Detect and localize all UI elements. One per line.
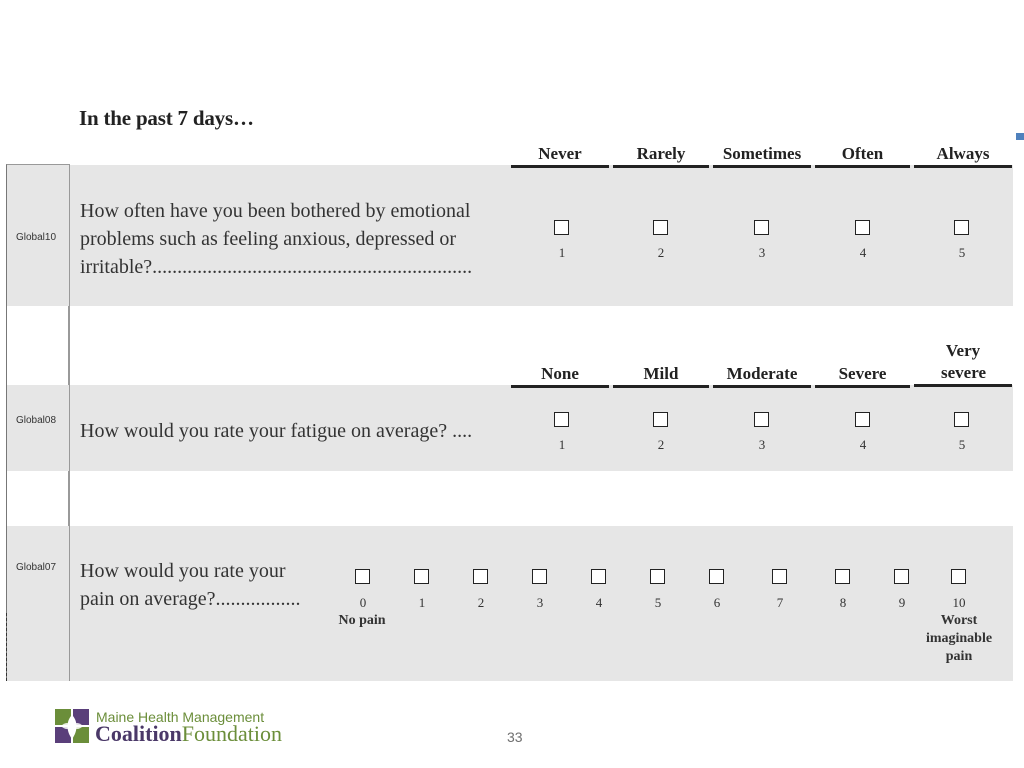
column-divider [69, 164, 70, 681]
q3-option-3-checkbox[interactable] [532, 569, 547, 584]
q3-option-8-number: 8 [839, 595, 847, 610]
q3-option-1-number: 1 [418, 595, 426, 610]
q2-option-5-checkbox[interactable] [954, 412, 969, 427]
q1-option-5-number: 5 [958, 245, 966, 260]
q3-option-4-number: 4 [595, 595, 603, 610]
page-number: 33 [507, 729, 523, 745]
q2-option-4-checkbox[interactable] [855, 412, 870, 427]
q1-option-2-number: 2 [657, 245, 665, 260]
q2-option-1-checkbox[interactable] [554, 412, 569, 427]
header-always: Always [914, 143, 1012, 168]
q3-option-1-checkbox[interactable] [414, 569, 429, 584]
question-global10-text: How often have you been bothered by emotional problems such as feeling anxious, depressed or irritable?................................................................ [80, 200, 473, 278]
slide-accent-mark [1016, 133, 1024, 140]
org-name-line2: CoalitionFoundation [95, 721, 283, 746]
q2-option-3-number: 3 [758, 437, 766, 452]
q3-option-3-number: 3 [536, 595, 544, 610]
question-global08-text: How would you rate your fatigue on average? .... [80, 420, 473, 442]
q2-option-1-number: 1 [558, 437, 566, 452]
q1-option-5-checkbox[interactable] [954, 220, 969, 235]
q1-option-3-number: 3 [758, 245, 766, 260]
header-moderate: Moderate [713, 363, 811, 388]
q1-option-3-checkbox[interactable] [754, 220, 769, 235]
q1-option-2-checkbox[interactable] [653, 220, 668, 235]
item-id-global10: Global10 [16, 232, 57, 243]
q3-option-7-checkbox[interactable] [772, 569, 787, 584]
header-severe: Severe [815, 363, 910, 388]
anchor-no-pain: No pain [338, 613, 386, 628]
q2-option-3-checkbox[interactable] [754, 412, 769, 427]
q3-option-0-checkbox[interactable] [355, 569, 370, 584]
q2-option-4-number: 4 [859, 437, 867, 452]
q3-option-10-checkbox[interactable] [951, 569, 966, 584]
q1-option-4-number: 4 [859, 245, 867, 260]
q1-option-4-checkbox[interactable] [855, 220, 870, 235]
q3-option-5-checkbox[interactable] [650, 569, 665, 584]
q3-option-4-checkbox[interactable] [591, 569, 606, 584]
q3-option-0-number: 0 [359, 595, 367, 610]
item-id-global08: Global08 [16, 415, 57, 426]
period-heading: In the past 7 days… [79, 106, 254, 130]
q3-option-9-checkbox[interactable] [894, 569, 909, 584]
question-global07-text: How would you rate your pain on average?................. [80, 560, 301, 610]
item-id-global07: Global07 [16, 562, 57, 573]
q3-option-6-number: 6 [713, 595, 721, 610]
q2-option-2-checkbox[interactable] [653, 412, 668, 427]
q3-option-10-number: 10 [952, 595, 966, 610]
header-rarely: Rarely [613, 143, 709, 168]
q3-option-2-checkbox[interactable] [473, 569, 488, 584]
anchor-worst-pain: Worst imaginable pain [925, 613, 993, 664]
header-never: Never [511, 143, 609, 168]
header-sometimes: Sometimes [713, 143, 811, 168]
q3-option-7-number: 7 [776, 595, 784, 610]
q3-option-5-number: 5 [654, 595, 662, 610]
header-very-severe: Very severe [914, 340, 1012, 387]
q2-option-2-number: 2 [657, 437, 665, 452]
q2-option-5-number: 5 [958, 437, 966, 452]
q3-option-6-checkbox[interactable] [709, 569, 724, 584]
q3-option-8-checkbox[interactable] [835, 569, 850, 584]
header-none: None [511, 363, 609, 388]
header-often: Often [815, 143, 910, 168]
coalition-logo-icon [55, 709, 89, 743]
q3-option-2-number: 2 [477, 595, 485, 610]
header-mild: Mild [613, 363, 709, 388]
q1-option-1-number: 1 [558, 245, 566, 260]
q1-option-1-checkbox[interactable] [554, 220, 569, 235]
org-name-line1: Maine Health Management [96, 709, 265, 725]
q3-option-9-number: 9 [898, 595, 906, 610]
